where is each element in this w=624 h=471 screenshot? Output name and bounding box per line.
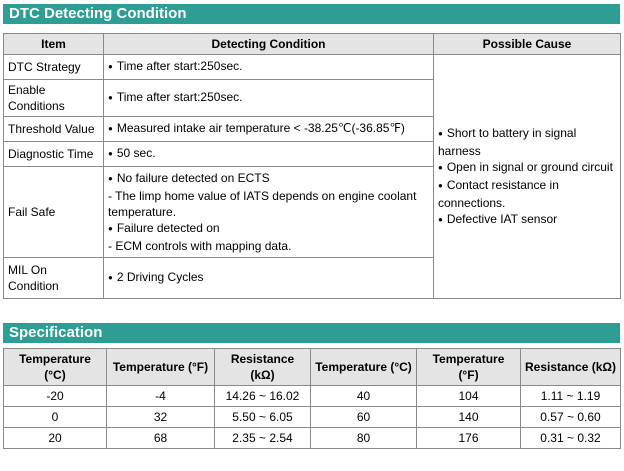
specification-table xyxy=(3,348,621,449)
spec-row xyxy=(4,407,621,428)
resistance-cell: 0.57 ~ 0.60 xyxy=(521,407,621,428)
failsafe-line: - The limp home value of IATS depends on engine coolant temperature. xyxy=(108,189,417,219)
resistance-cell: 5.50 ~ 6.05 xyxy=(215,407,311,428)
row-dtc-strategy xyxy=(4,55,621,80)
resistance-cell: 0.31 ~ 0.32 xyxy=(521,428,621,449)
cause-item: ● Open in signal or ground circuit xyxy=(438,159,616,177)
condition-fail-safe xyxy=(104,167,434,258)
item-diagnostic-time: Diagnostic Time xyxy=(4,142,104,167)
temp-f-cell: 68 xyxy=(107,428,215,449)
temp-f-cell: -4 xyxy=(107,386,215,407)
header-temperature-c: Temperature (°C) xyxy=(4,349,107,386)
temp-f-cell: 104 xyxy=(417,386,521,407)
condition-threshold-value xyxy=(104,117,434,142)
failsafe-line: ● Failure detected on xyxy=(108,220,429,238)
condition-text: ● Time after start:250sec. xyxy=(108,90,242,104)
failsafe-line: - ECM controls with mapping data. xyxy=(108,239,292,253)
dtc-header-row xyxy=(4,34,621,55)
header-possible-cause: Possible Cause xyxy=(434,34,621,55)
possible-cause-cell xyxy=(434,55,621,299)
item-dtc-strategy: DTC Strategy xyxy=(4,55,104,80)
condition-mil-on-condition xyxy=(104,258,434,299)
resistance-cell: 14.26 ~ 16.02 xyxy=(215,386,311,407)
item-mil-on-condition: MIL On Condition xyxy=(4,258,104,299)
temp-c-cell: -20 xyxy=(4,386,107,407)
item-threshold-value: Threshold Value xyxy=(4,117,104,142)
condition-text: ● 2 Driving Cycles xyxy=(108,270,204,284)
header-resistance: Resistance (kΩ) xyxy=(521,349,621,386)
header-temperature-f: Temperature (°F) xyxy=(107,349,215,386)
header-detecting-condition: Detecting Condition xyxy=(104,34,434,55)
spec-row xyxy=(4,386,621,407)
header-temperature-f: Temperature (°F) xyxy=(417,349,521,386)
resistance-cell: 1.11 ~ 1.19 xyxy=(521,386,621,407)
header-temperature-c: Temperature (°C) xyxy=(311,349,417,386)
cause-item: ● Short to battery in signal harness xyxy=(438,125,616,159)
item-fail-safe: Fail Safe xyxy=(4,167,104,258)
temp-c-cell: 0 xyxy=(4,407,107,428)
header-item: Item xyxy=(4,34,104,55)
spec-row xyxy=(4,428,621,449)
condition-text: ● Measured intake air temperature < -38.25℃(-36.85℉) xyxy=(108,121,405,135)
spec-header-row xyxy=(4,349,621,386)
temp-c-cell: 20 xyxy=(4,428,107,449)
temp-c-cell: 40 xyxy=(311,386,417,407)
resistance-cell: 2.35 ~ 2.54 xyxy=(215,428,311,449)
condition-dtc-strategy xyxy=(104,55,434,80)
item-enable-conditions: Enable Conditions xyxy=(4,80,104,117)
condition-text: ● 50 sec. xyxy=(108,146,156,160)
temp-c-cell: 80 xyxy=(311,428,417,449)
temp-c-cell: 60 xyxy=(311,407,417,428)
temp-f-cell: 32 xyxy=(107,407,215,428)
cause-item: ● Defective IAT sensor xyxy=(438,211,616,229)
cause-item: ● Contact resistance in connections. xyxy=(438,177,616,211)
dtc-section-title: DTC Detecting Condition xyxy=(3,4,620,24)
dtc-table xyxy=(3,33,621,299)
failsafe-line: ● No failure detected on ECTS xyxy=(108,170,429,188)
temp-f-cell: 176 xyxy=(417,428,521,449)
temp-f-cell: 140 xyxy=(417,407,521,428)
specification-section-title: Specification xyxy=(3,323,620,343)
condition-enable-conditions xyxy=(104,80,434,117)
condition-text: ● Time after start:250sec. xyxy=(108,59,242,73)
header-resistance: Resistance (kΩ) xyxy=(215,349,311,386)
condition-diagnostic-time xyxy=(104,142,434,167)
